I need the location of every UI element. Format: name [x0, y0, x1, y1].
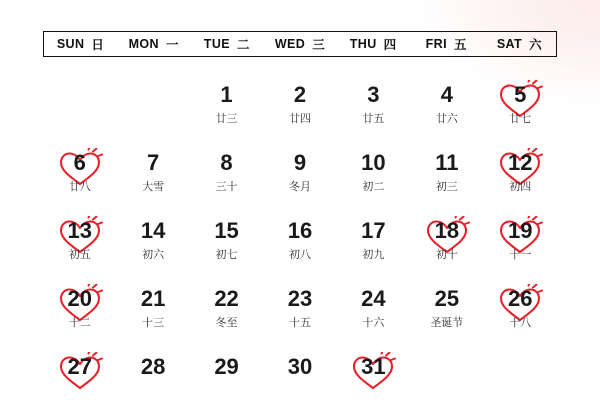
weekday-wed-cn: 三 — [312, 38, 326, 52]
calendar-day-cell[interactable] — [484, 286, 557, 354]
day-number: 10 — [361, 150, 386, 175]
calendar-day-cell[interactable] — [337, 82, 410, 150]
weekday-sat-en: SAT — [496, 37, 523, 51]
weekday-mon-en: MON — [128, 37, 159, 51]
day-lunar-label: 初四 — [509, 181, 532, 193]
day-lunar-label: 初九 — [362, 249, 385, 261]
weekday-wed — [263, 32, 336, 56]
day-lunar-label: 冬月 — [288, 181, 311, 193]
weekday-thu-cn: 四 — [383, 38, 397, 52]
calendar-day-cell[interactable] — [43, 218, 116, 286]
calendar-day-cell[interactable] — [116, 218, 189, 286]
day-number: 1 — [220, 82, 233, 107]
weekday-tue — [190, 32, 263, 56]
day-lunar-label: 廿八 — [68, 181, 91, 193]
day-number: 13 — [67, 218, 92, 243]
calendar-day-cell[interactable] — [484, 218, 557, 286]
weekday-mon — [117, 32, 190, 56]
day-number: 17 — [361, 218, 386, 243]
day-lunar-label: 初三 — [435, 181, 458, 193]
day-lunar-label: 初七 — [215, 249, 238, 261]
day-number: 11 — [435, 150, 459, 175]
weekday-sun-en: SUN — [56, 37, 85, 51]
day-number: 5 — [514, 82, 527, 107]
calendar-day-cell[interactable] — [263, 286, 336, 354]
day-lunar-label: 初六 — [142, 249, 165, 261]
day-lunar-label: 冬至 — [215, 317, 238, 329]
calendar-day-cell[interactable] — [337, 150, 410, 218]
calendar-day-cell[interactable] — [116, 354, 189, 400]
day-lunar-label: 初八 — [288, 249, 311, 261]
day-number: 2 — [293, 82, 307, 107]
day-number: 27 — [67, 354, 92, 379]
calendar-day-cell[interactable] — [43, 354, 116, 400]
day-lunar-label: 大雪 — [142, 181, 165, 193]
day-number: 28 — [140, 354, 166, 379]
weekday-fri-cn: 五 — [453, 38, 467, 52]
day-number: 14 — [140, 218, 166, 243]
day-number: 23 — [287, 286, 313, 311]
day-lunar-label: 廿五 — [362, 113, 385, 125]
calendar-day-cell[interactable] — [116, 286, 189, 354]
day-lunar-label: 十二 — [68, 317, 91, 329]
weekday-sun — [44, 32, 117, 56]
day-lunar-label: 十一 — [509, 249, 532, 261]
day-number: 9 — [293, 150, 307, 175]
weekday-tue-en: TUE — [203, 37, 230, 51]
day-number: 24 — [361, 286, 386, 311]
calendar-day-cell[interactable] — [337, 354, 410, 400]
calendar-day-cell[interactable] — [190, 286, 263, 354]
day-number: 8 — [220, 150, 233, 175]
calendar-day-cell[interactable] — [410, 218, 483, 286]
day-lunar-label: 圣诞节 — [430, 317, 464, 329]
day-lunar-label: 初二 — [362, 181, 385, 193]
day-number: 21 — [140, 286, 166, 311]
calendar-day-cell[interactable] — [337, 286, 410, 354]
calendar-day-cell[interactable] — [410, 82, 483, 150]
calendar-day-cell[interactable] — [43, 150, 116, 218]
day-number: 25 — [434, 286, 460, 311]
day-lunar-label: 廿三 — [215, 113, 238, 125]
calendar-grid — [43, 82, 557, 400]
day-lunar-label: 初十 — [435, 249, 458, 261]
weekday-tue-cn: 二 — [237, 38, 250, 52]
weekday-wed-en: WED — [274, 37, 306, 51]
calendar-day-cell[interactable] — [263, 218, 336, 286]
day-lunar-label: 三十 — [215, 181, 238, 193]
weekday-sat — [483, 32, 556, 56]
day-lunar-label: 十三 — [142, 317, 165, 329]
day-number: 30 — [287, 354, 313, 379]
day-number: 7 — [147, 150, 160, 175]
weekday-fri-en: FRI — [425, 37, 447, 51]
day-number: 19 — [508, 218, 533, 243]
day-number: 4 — [440, 82, 453, 107]
day-lunar-label: 十八 — [509, 317, 532, 329]
weekday-thu — [337, 32, 410, 56]
day-lunar-label: 十五 — [288, 317, 311, 329]
calendar-day-cell[interactable] — [43, 286, 116, 354]
day-number: 31 — [361, 354, 386, 379]
day-number: 3 — [367, 82, 380, 107]
calendar-day-cell[interactable] — [263, 150, 336, 218]
calendar-day-cell[interactable] — [337, 218, 410, 286]
weekday-sat-cn: 六 — [529, 38, 542, 52]
day-lunar-label: 廿四 — [288, 113, 311, 125]
weekday-sun-cn: 日 — [91, 38, 105, 52]
weekday-header — [43, 31, 557, 57]
calendar-day-cell[interactable] — [190, 354, 263, 400]
calendar-day-cell[interactable] — [190, 82, 263, 150]
weekday-fri — [410, 32, 483, 56]
day-number: 20 — [67, 286, 92, 311]
day-lunar-label: 十六 — [362, 317, 385, 329]
day-number: 26 — [508, 286, 533, 311]
calendar-day-cell[interactable] — [484, 150, 557, 218]
day-lunar-label: 廿七 — [509, 113, 532, 125]
weekday-thu-en: THU — [349, 37, 377, 51]
calendar-day-cell[interactable] — [116, 150, 189, 218]
day-number: 12 — [508, 150, 533, 175]
calendar-day-cell[interactable] — [263, 82, 336, 150]
day-lunar-label: 初五 — [68, 249, 91, 261]
calendar-day-cell[interactable] — [410, 286, 483, 354]
calendar-day-cell[interactable] — [190, 218, 263, 286]
day-number: 16 — [287, 218, 313, 243]
calendar-day-cell[interactable] — [484, 82, 557, 150]
day-number: 29 — [214, 354, 239, 379]
day-number: 18 — [434, 218, 460, 243]
calendar-day-cell[interactable] — [190, 150, 263, 218]
day-number: 15 — [214, 218, 239, 243]
weekday-mon-cn: 一 — [165, 38, 179, 52]
calendar-day-cell[interactable] — [410, 150, 483, 218]
calendar-day-cell[interactable] — [263, 354, 336, 400]
day-lunar-label: 廿六 — [435, 113, 458, 125]
day-number: 22 — [214, 286, 239, 311]
day-number: 6 — [73, 150, 86, 175]
